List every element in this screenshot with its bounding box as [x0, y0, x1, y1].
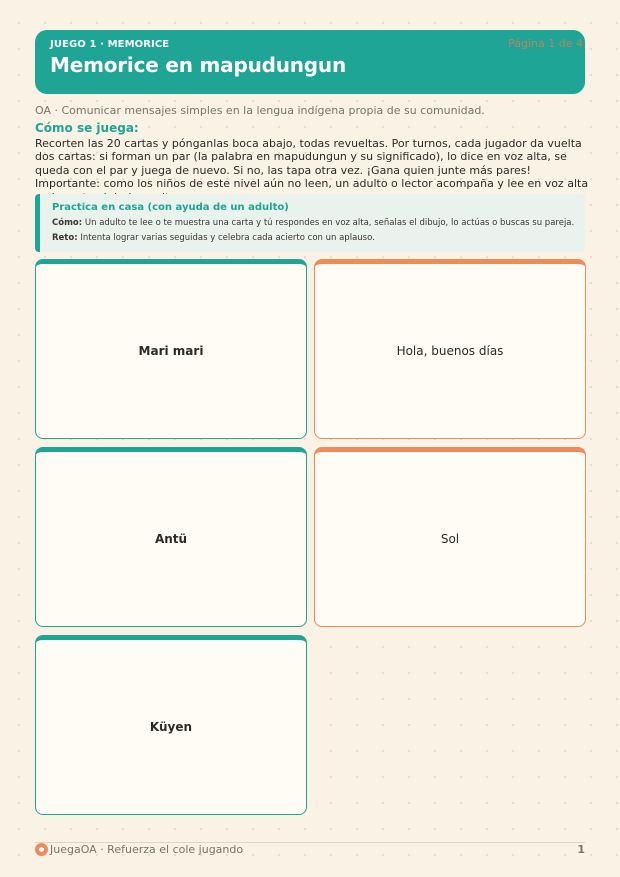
game-kicker: JUEGO 1 · MEMORICE	[50, 39, 170, 50]
page-title: Memorice en mapudungun	[50, 53, 346, 77]
card-meaning	[314, 447, 586, 627]
practice-challenge-label: Reto:	[52, 233, 78, 243]
practice-box	[35, 194, 585, 252]
practice-how-text: Un adulto te lee o te muestra una carta y tú respondes en voz alta, señalas el dibujo, lo actúas o buscas su pareja.	[84, 218, 575, 228]
practice-how-label: Cómo:	[52, 218, 83, 228]
footer-brand: JuegaOA · Refuerza el cole jugando	[50, 843, 244, 856]
instructions-text: Recorten las 20 cartas y pónganlas boca abajo, todas revueltas. Por turnos, cada jugador da vuelta dos cartas: si forman un par (la palabra en mapudungun y su significado), lo dice en voz alta, se queda con el par y juega de nuevo. Si no, las tapa otra vez. ¡Gana quien junte más pares! Importante: como los niños de este nivel aún no leen, un adulto o lector acompaña y lee en voz alta	[35, 137, 589, 191]
instructions-title: Cómo se juega:	[35, 121, 139, 135]
practice-title: Practica en casa (con ayuda de un adulto)	[52, 202, 289, 213]
card-word	[35, 447, 307, 627]
page-header	[35, 30, 585, 94]
card-meaning	[314, 259, 586, 439]
card-word	[35, 259, 307, 439]
footer-page-number: 1	[577, 843, 585, 856]
practice-how	[52, 218, 574, 228]
card-text: Mari mari	[138, 344, 204, 358]
card-word	[35, 635, 307, 815]
card-text: Sol	[440, 532, 460, 546]
practice-challenge-text: Intenta lograr varias seguidas y celebra cada acierto con un aplauso.	[80, 233, 375, 243]
learning-objective: OA · Comunicar mensajes simples en la lengua indígena propia de su comunidad.	[35, 104, 485, 117]
practice-challenge	[52, 233, 375, 243]
brand-logo-icon	[35, 843, 48, 856]
card-text: Hola, buenos días	[396, 344, 504, 358]
card-text: Küyen	[149, 720, 193, 734]
page-indicator: Página 1 de 4	[508, 37, 583, 50]
card-text: Antü	[154, 532, 188, 546]
